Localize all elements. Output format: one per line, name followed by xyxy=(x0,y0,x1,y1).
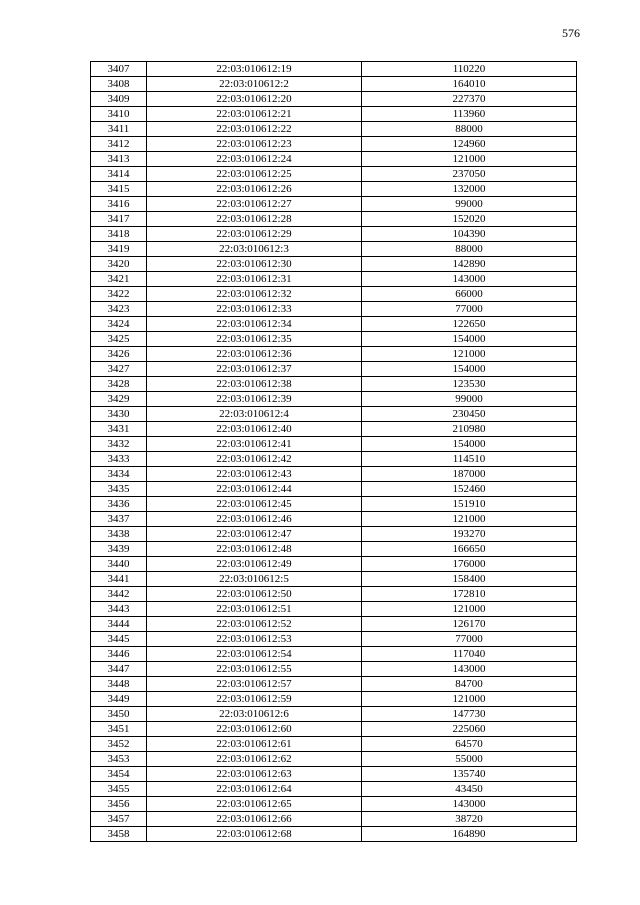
value-cell: 176000 xyxy=(362,557,577,572)
value-cell: 104390 xyxy=(362,227,577,242)
value-cell: 88000 xyxy=(362,122,577,137)
row-number-cell: 3412 xyxy=(91,137,147,152)
cadastral-number-cell: 22:03:010612:21 xyxy=(147,107,362,122)
table-row xyxy=(91,662,577,677)
table-row xyxy=(91,722,577,737)
value-cell: 158400 xyxy=(362,572,577,587)
row-number-cell: 3456 xyxy=(91,797,147,812)
value-cell: 121000 xyxy=(362,512,577,527)
table-row xyxy=(91,587,577,602)
row-number-cell: 3420 xyxy=(91,257,147,272)
row-number-cell: 3408 xyxy=(91,77,147,92)
cadastral-number-cell: 22:03:010612:50 xyxy=(147,587,362,602)
table-row xyxy=(91,347,577,362)
cadastral-number-cell: 22:03:010612:45 xyxy=(147,497,362,512)
value-cell: 122650 xyxy=(362,317,577,332)
value-cell: 88000 xyxy=(362,242,577,257)
value-cell: 230450 xyxy=(362,407,577,422)
table-row xyxy=(91,212,577,227)
table-row xyxy=(91,542,577,557)
row-number-cell: 3451 xyxy=(91,722,147,737)
cadastral-number-cell: 22:03:010612:61 xyxy=(147,737,362,752)
cadastral-number-cell: 22:03:010612:23 xyxy=(147,137,362,152)
value-cell: 142890 xyxy=(362,257,577,272)
row-number-cell: 3422 xyxy=(91,287,147,302)
row-number-cell: 3443 xyxy=(91,602,147,617)
value-cell: 166650 xyxy=(362,542,577,557)
value-cell: 77000 xyxy=(362,302,577,317)
table-row xyxy=(91,452,577,467)
row-number-cell: 3452 xyxy=(91,737,147,752)
row-number-cell: 3434 xyxy=(91,467,147,482)
table-row xyxy=(91,647,577,662)
value-cell: 135740 xyxy=(362,767,577,782)
value-cell: 99000 xyxy=(362,197,577,212)
cadastral-number-cell: 22:03:010612:27 xyxy=(147,197,362,212)
cadastral-number-cell: 22:03:010612:3 xyxy=(147,242,362,257)
value-cell: 151910 xyxy=(362,497,577,512)
value-cell: 55000 xyxy=(362,752,577,767)
row-number-cell: 3440 xyxy=(91,557,147,572)
row-number-cell: 3441 xyxy=(91,572,147,587)
cadastral-number-cell: 22:03:010612:34 xyxy=(147,317,362,332)
table-row xyxy=(91,677,577,692)
table-row xyxy=(91,767,577,782)
table-row xyxy=(91,122,577,137)
row-number-cell: 3418 xyxy=(91,227,147,242)
value-cell: 38720 xyxy=(362,812,577,827)
row-number-cell: 3416 xyxy=(91,197,147,212)
table-row xyxy=(91,557,577,572)
value-cell: 154000 xyxy=(362,332,577,347)
value-cell: 237050 xyxy=(362,167,577,182)
table-row xyxy=(91,752,577,767)
table-body xyxy=(91,62,577,842)
row-number-cell: 3413 xyxy=(91,152,147,167)
value-cell: 152020 xyxy=(362,212,577,227)
row-number-cell: 3424 xyxy=(91,317,147,332)
value-cell: 121000 xyxy=(362,692,577,707)
cadastral-number-cell: 22:03:010612:2 xyxy=(147,77,362,92)
table-row xyxy=(91,362,577,377)
table-row xyxy=(91,152,577,167)
table-row xyxy=(91,422,577,437)
cadastral-number-cell: 22:03:010612:29 xyxy=(147,227,362,242)
table-row xyxy=(91,572,577,587)
row-number-cell: 3436 xyxy=(91,497,147,512)
value-cell: 121000 xyxy=(362,347,577,362)
row-number-cell: 3439 xyxy=(91,542,147,557)
cadastral-number-cell: 22:03:010612:33 xyxy=(147,302,362,317)
cadastral-number-cell: 22:03:010612:68 xyxy=(147,827,362,842)
cadastral-number-cell: 22:03:010612:38 xyxy=(147,377,362,392)
cadastral-number-cell: 22:03:010612:44 xyxy=(147,482,362,497)
table-row xyxy=(91,377,577,392)
cadastral-number-cell: 22:03:010612:60 xyxy=(147,722,362,737)
cadastral-number-cell: 22:03:010612:66 xyxy=(147,812,362,827)
table-row xyxy=(91,332,577,347)
cadastral-number-cell: 22:03:010612:39 xyxy=(147,392,362,407)
table-row xyxy=(91,737,577,752)
row-number-cell: 3430 xyxy=(91,407,147,422)
value-cell: 143000 xyxy=(362,272,577,287)
value-cell: 143000 xyxy=(362,797,577,812)
value-cell: 110220 xyxy=(362,62,577,77)
value-cell: 143000 xyxy=(362,662,577,677)
table-row xyxy=(91,602,577,617)
cadastral-number-cell: 22:03:010612:22 xyxy=(147,122,362,137)
table-row xyxy=(91,272,577,287)
cadastral-number-cell: 22:03:010612:49 xyxy=(147,557,362,572)
table-row xyxy=(91,302,577,317)
row-number-cell: 3453 xyxy=(91,752,147,767)
cadastral-number-cell: 22:03:010612:28 xyxy=(147,212,362,227)
value-cell: 123530 xyxy=(362,377,577,392)
cadastral-number-cell: 22:03:010612:19 xyxy=(147,62,362,77)
table-row xyxy=(91,797,577,812)
row-number-cell: 3410 xyxy=(91,107,147,122)
cadastral-number-cell: 22:03:010612:40 xyxy=(147,422,362,437)
row-number-cell: 3433 xyxy=(91,452,147,467)
value-cell: 121000 xyxy=(362,602,577,617)
row-number-cell: 3446 xyxy=(91,647,147,662)
cadastral-number-cell: 22:03:010612:30 xyxy=(147,257,362,272)
table-row xyxy=(91,107,577,122)
cadastral-value-table xyxy=(90,61,577,842)
value-cell: 99000 xyxy=(362,392,577,407)
table-row xyxy=(91,92,577,107)
row-number-cell: 3417 xyxy=(91,212,147,227)
row-number-cell: 3429 xyxy=(91,392,147,407)
row-number-cell: 3445 xyxy=(91,632,147,647)
row-number-cell: 3455 xyxy=(91,782,147,797)
value-cell: 193270 xyxy=(362,527,577,542)
table-row xyxy=(91,197,577,212)
page-number: 576 xyxy=(562,26,580,40)
row-number-cell: 3431 xyxy=(91,422,147,437)
table-row xyxy=(91,62,577,77)
value-cell: 117040 xyxy=(362,647,577,662)
row-number-cell: 3447 xyxy=(91,662,147,677)
value-cell: 43450 xyxy=(362,782,577,797)
row-number-cell: 3450 xyxy=(91,707,147,722)
row-number-cell: 3421 xyxy=(91,272,147,287)
table-row xyxy=(91,242,577,257)
value-cell: 121000 xyxy=(362,152,577,167)
table-row xyxy=(91,257,577,272)
table-row xyxy=(91,317,577,332)
value-cell: 210980 xyxy=(362,422,577,437)
table-row xyxy=(91,692,577,707)
value-cell: 187000 xyxy=(362,467,577,482)
value-cell: 77000 xyxy=(362,632,577,647)
cadastral-number-cell: 22:03:010612:31 xyxy=(147,272,362,287)
row-number-cell: 3454 xyxy=(91,767,147,782)
cadastral-number-cell: 22:03:010612:64 xyxy=(147,782,362,797)
table-row xyxy=(91,782,577,797)
value-cell: 66000 xyxy=(362,287,577,302)
cadastral-number-cell: 22:03:010612:25 xyxy=(147,167,362,182)
table-row xyxy=(91,527,577,542)
cadastral-number-cell: 22:03:010612:24 xyxy=(147,152,362,167)
table-row xyxy=(91,632,577,647)
cadastral-number-cell: 22:03:010612:48 xyxy=(147,542,362,557)
value-cell: 172810 xyxy=(362,587,577,602)
cadastral-number-cell: 22:03:010612:4 xyxy=(147,407,362,422)
value-cell: 147730 xyxy=(362,707,577,722)
cadastral-number-cell: 22:03:010612:35 xyxy=(147,332,362,347)
value-cell: 84700 xyxy=(362,677,577,692)
row-number-cell: 3448 xyxy=(91,677,147,692)
value-cell: 132000 xyxy=(362,182,577,197)
cadastral-number-cell: 22:03:010612:32 xyxy=(147,287,362,302)
row-number-cell: 3435 xyxy=(91,482,147,497)
cadastral-number-cell: 22:03:010612:65 xyxy=(147,797,362,812)
row-number-cell: 3407 xyxy=(91,62,147,77)
row-number-cell: 3444 xyxy=(91,617,147,632)
cadastral-number-cell: 22:03:010612:57 xyxy=(147,677,362,692)
table-row xyxy=(91,167,577,182)
table-row xyxy=(91,392,577,407)
value-cell: 164010 xyxy=(362,77,577,92)
table-row xyxy=(91,482,577,497)
row-number-cell: 3411 xyxy=(91,122,147,137)
row-number-cell: 3432 xyxy=(91,437,147,452)
value-cell: 227370 xyxy=(362,92,577,107)
row-number-cell: 3409 xyxy=(91,92,147,107)
value-cell: 114510 xyxy=(362,452,577,467)
cadastral-number-cell: 22:03:010612:62 xyxy=(147,752,362,767)
table-row xyxy=(91,827,577,842)
cadastral-number-cell: 22:03:010612:52 xyxy=(147,617,362,632)
table-row xyxy=(91,137,577,152)
value-cell: 164890 xyxy=(362,827,577,842)
cadastral-number-cell: 22:03:010612:51 xyxy=(147,602,362,617)
cadastral-number-cell: 22:03:010612:41 xyxy=(147,437,362,452)
table-row xyxy=(91,707,577,722)
cadastral-number-cell: 22:03:010612:5 xyxy=(147,572,362,587)
cadastral-number-cell: 22:03:010612:26 xyxy=(147,182,362,197)
cadastral-number-cell: 22:03:010612:55 xyxy=(147,662,362,677)
value-cell: 126170 xyxy=(362,617,577,632)
row-number-cell: 3442 xyxy=(91,587,147,602)
cadastral-number-cell: 22:03:010612:53 xyxy=(147,632,362,647)
table-row xyxy=(91,407,577,422)
table-row xyxy=(91,512,577,527)
value-cell: 225060 xyxy=(362,722,577,737)
table-row xyxy=(91,617,577,632)
cadastral-number-cell: 22:03:010612:6 xyxy=(147,707,362,722)
cadastral-number-cell: 22:03:010612:59 xyxy=(147,692,362,707)
row-number-cell: 3428 xyxy=(91,377,147,392)
row-number-cell: 3426 xyxy=(91,347,147,362)
cadastral-number-cell: 22:03:010612:37 xyxy=(147,362,362,377)
value-cell: 113960 xyxy=(362,107,577,122)
table-row xyxy=(91,812,577,827)
row-number-cell: 3457 xyxy=(91,812,147,827)
row-number-cell: 3438 xyxy=(91,527,147,542)
cadastral-number-cell: 22:03:010612:46 xyxy=(147,512,362,527)
row-number-cell: 3425 xyxy=(91,332,147,347)
row-number-cell: 3415 xyxy=(91,182,147,197)
row-number-cell: 3427 xyxy=(91,362,147,377)
table-row xyxy=(91,437,577,452)
row-number-cell: 3414 xyxy=(91,167,147,182)
value-cell: 154000 xyxy=(362,362,577,377)
cadastral-number-cell: 22:03:010612:63 xyxy=(147,767,362,782)
table-row xyxy=(91,182,577,197)
table-row xyxy=(91,497,577,512)
cadastral-number-cell: 22:03:010612:36 xyxy=(147,347,362,362)
table-row xyxy=(91,467,577,482)
value-cell: 124960 xyxy=(362,137,577,152)
table-row xyxy=(91,287,577,302)
cadastral-number-cell: 22:03:010612:54 xyxy=(147,647,362,662)
row-number-cell: 3419 xyxy=(91,242,147,257)
cadastral-number-cell: 22:03:010612:43 xyxy=(147,467,362,482)
cadastral-number-cell: 22:03:010612:20 xyxy=(147,92,362,107)
value-cell: 154000 xyxy=(362,437,577,452)
value-cell: 152460 xyxy=(362,482,577,497)
row-number-cell: 3449 xyxy=(91,692,147,707)
table-row xyxy=(91,77,577,92)
cadastral-number-cell: 22:03:010612:47 xyxy=(147,527,362,542)
row-number-cell: 3423 xyxy=(91,302,147,317)
value-cell: 64570 xyxy=(362,737,577,752)
table-row xyxy=(91,227,577,242)
row-number-cell: 3437 xyxy=(91,512,147,527)
cadastral-number-cell: 22:03:010612:42 xyxy=(147,452,362,467)
row-number-cell: 3458 xyxy=(91,827,147,842)
